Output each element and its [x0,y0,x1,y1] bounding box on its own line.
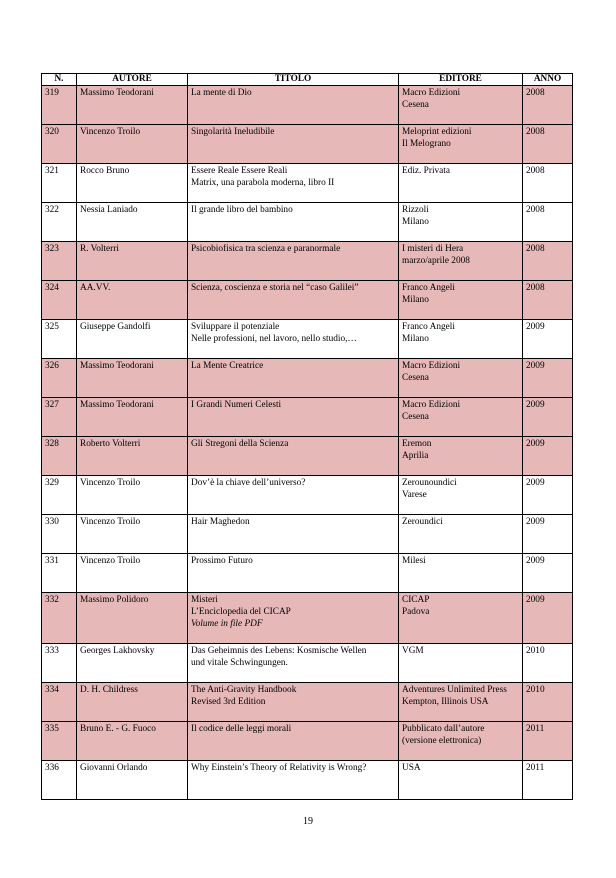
title-line: Sviluppare il potenziale [191,322,280,332]
publisher-line: Macro Edizioni [402,400,461,410]
title-line: Essere Reale Essere Reali [191,166,288,176]
cell-number: 319 [42,86,77,125]
cell-title [188,281,399,320]
cell-author: Rocco Bruno [77,164,188,203]
cell-title [188,86,399,125]
cell-year: 2009 [523,515,573,554]
cell-number: 320 [42,125,77,164]
publisher-line: Zerounoundici [402,478,457,488]
cell-publisher [399,476,523,515]
title-line: Il grande libro del bambino [191,205,293,215]
table-header-row [42,74,573,86]
title-line: Matrix, una parabola moderna, libro II [191,178,335,188]
cell-year: 2009 [523,359,573,398]
header-n: N. [42,74,77,86]
table-row [42,320,573,359]
cell-number: 335 [42,722,77,761]
cell-publisher [399,515,523,554]
table-row [42,593,573,644]
cell-publisher [399,281,523,320]
publisher-line: Ediz. Privata [402,166,451,176]
table-row [42,644,573,683]
publisher-line: Cesena [402,373,429,383]
publisher-line: Milano [402,295,429,305]
cell-year: 2009 [523,398,573,437]
publisher-line: Meloprint edizioni [402,127,472,137]
cell-publisher [399,722,523,761]
cell-title [188,761,399,800]
cell-author: Giuseppe Gandolfi [77,320,188,359]
cell-title [188,164,399,203]
cell-title [188,476,399,515]
cell-author: D. H. Childress [77,683,188,722]
cell-year: 2009 [523,320,573,359]
cell-title [188,515,399,554]
header-titolo: TITOLO [188,74,399,86]
cell-author: Massimo Teodorani [77,86,188,125]
table-row [42,203,573,242]
cell-title [188,593,399,644]
title-line: Revised 3rd Edition [191,697,266,707]
cell-year: 2009 [523,593,573,644]
cell-year: 2009 [523,437,573,476]
cell-year: 2008 [523,125,573,164]
title-line: Hair Maghedon [191,517,250,527]
publisher-line: Milano [402,334,429,344]
cell-publisher [399,164,523,203]
publisher-line: VGM [402,646,424,656]
table-row [42,437,573,476]
title-line: I Grandi Numeri Celesti [191,400,282,410]
cell-publisher [399,398,523,437]
cell-author: Vincenzo Troilo [77,476,188,515]
cell-number: 327 [42,398,77,437]
title-line: Misteri [191,595,218,605]
publisher-line: I misteri di Hera [402,244,464,254]
cell-author: R. Volterri [77,242,188,281]
title-line: La mente di Dio [191,88,252,98]
title-line: Il codice delle leggi morali [191,724,292,734]
cell-year: 2009 [523,554,573,593]
cell-title [188,437,399,476]
title-line: Nelle professioni, nel lavoro, nello studio,… [191,334,357,344]
table-row [42,554,573,593]
cell-author: Roberto Volterri [77,437,188,476]
table-row [42,476,573,515]
cell-publisher [399,683,523,722]
publisher-line: Varese [402,490,427,500]
cell-number: 326 [42,359,77,398]
table-row [42,242,573,281]
title-line: Psicobiofisica tra scienza e paranormale [191,244,341,254]
cell-publisher [399,593,523,644]
cell-year: 2008 [523,203,573,242]
cell-publisher [399,242,523,281]
cell-year: 2010 [523,683,573,722]
page-number: 19 [303,816,313,827]
publisher-line: Il Melograno [402,139,451,149]
title-line: Gli Stregoni della Scienza [191,439,289,449]
publisher-line: Kempton, Illinois USA [402,697,489,707]
publisher-line: Aprilia [402,451,429,461]
title-line: La Mente Creatrice [191,361,264,371]
cell-title [188,242,399,281]
publisher-line: Cesena [402,412,429,422]
cell-number: 328 [42,437,77,476]
cell-number: 323 [42,242,77,281]
publisher-line: (versione elettronica) [402,736,482,746]
cell-year: 2008 [523,281,573,320]
header-editore: EDITORE [399,74,523,86]
publisher-line: Adventures Unlimited Press [402,685,507,695]
publisher-line: Zeroundici [402,517,443,527]
cell-number: 330 [42,515,77,554]
title-line: Singolarità Ineludibile [191,127,275,137]
cell-number: 331 [42,554,77,593]
cell-year: 2008 [523,242,573,281]
publisher-line: Macro Edizioni [402,361,461,371]
cell-number: 332 [42,593,77,644]
title-line: und vitale Schwingungen. [191,658,288,668]
publisher-line: Rizzoli [402,205,429,215]
cell-publisher [399,203,523,242]
title-line: Scienza, coscienza e storia nel “caso Galilei” [191,283,359,293]
publisher-line: Franco Angeli [402,322,455,332]
cell-author: Massimo Teodorani [77,359,188,398]
table-row [42,683,573,722]
cell-title [188,203,399,242]
cell-title [188,683,399,722]
cell-number: 334 [42,683,77,722]
cell-publisher [399,437,523,476]
cell-title [188,722,399,761]
cell-year: 2008 [523,164,573,203]
cell-author: Nessia Laniado [77,203,188,242]
cell-number: 324 [42,281,77,320]
publisher-line: Cesena [402,100,429,110]
title-line: Das Geheimnis des Lebens: Kosmische Wellen [191,646,367,656]
publisher-line: Pubblicato dall’autore [402,724,485,734]
table-row [42,398,573,437]
cell-publisher [399,320,523,359]
title-line: Prossimo Futuro [191,556,253,566]
publisher-line: USA [402,763,421,773]
publisher-line: Franco Angeli [402,283,455,293]
table-row [42,722,573,761]
cell-author: Vincenzo Troilo [77,125,188,164]
cell-number: 329 [42,476,77,515]
cell-author: Vincenzo Troilo [77,554,188,593]
cell-title [188,320,399,359]
cell-publisher [399,644,523,683]
cell-publisher [399,761,523,800]
cell-author: Vincenzo Troilo [77,515,188,554]
table-row [42,359,573,398]
publisher-line: CICAP [402,595,430,605]
cell-number: 325 [42,320,77,359]
table-row [42,125,573,164]
cell-number: 322 [42,203,77,242]
cell-year: 2011 [523,722,573,761]
cell-author: Massimo Teodorani [77,398,188,437]
title-line: Dov’è la chiave dell’universo? [191,478,306,488]
cell-year: 2011 [523,761,573,800]
cell-title [188,125,399,164]
cell-number: 321 [42,164,77,203]
title-line: The Anti-Gravity Handbook [191,685,297,695]
cell-publisher [399,359,523,398]
cell-author: AA.VV. [77,281,188,320]
cell-title [188,359,399,398]
table-row [42,281,573,320]
cell-author: Bruno E. - G. Fuoco [77,722,188,761]
cell-number: 333 [42,644,77,683]
table-row [42,515,573,554]
cell-publisher [399,125,523,164]
publisher-line: Milano [402,217,429,227]
publisher-line: Macro Edizioni [402,88,461,98]
cell-title [188,554,399,593]
cell-title [188,398,399,437]
cell-author: Georges Lakhovsky [77,644,188,683]
cell-publisher [399,86,523,125]
publisher-line: Eremon [402,439,432,449]
publisher-line: Padova [402,607,430,617]
cell-year: 2010 [523,644,573,683]
cell-year: 2009 [523,476,573,515]
cell-publisher [399,554,523,593]
cell-author: Giovanni Orlando [77,761,188,800]
title-note: Volume in file PDF [191,619,263,629]
title-line: L’Enciclopedia del CICAP [191,607,291,617]
cell-title [188,644,399,683]
table-row [42,86,573,125]
header-autore: AUTORE [77,74,188,86]
header-anno: ANNO [523,74,573,86]
title-line: Why Einstein’s Theory of Relativity is Wrong? [191,763,367,773]
cell-author: Massimo Polidoro [77,593,188,644]
table-body [42,86,573,800]
book-catalog-table [41,73,573,800]
publisher-line: marzo/aprile 2008 [402,256,470,266]
table-row [42,761,573,800]
table-row [42,164,573,203]
publisher-line: Milesi [402,556,426,566]
cell-number: 336 [42,761,77,800]
cell-year: 2008 [523,86,573,125]
